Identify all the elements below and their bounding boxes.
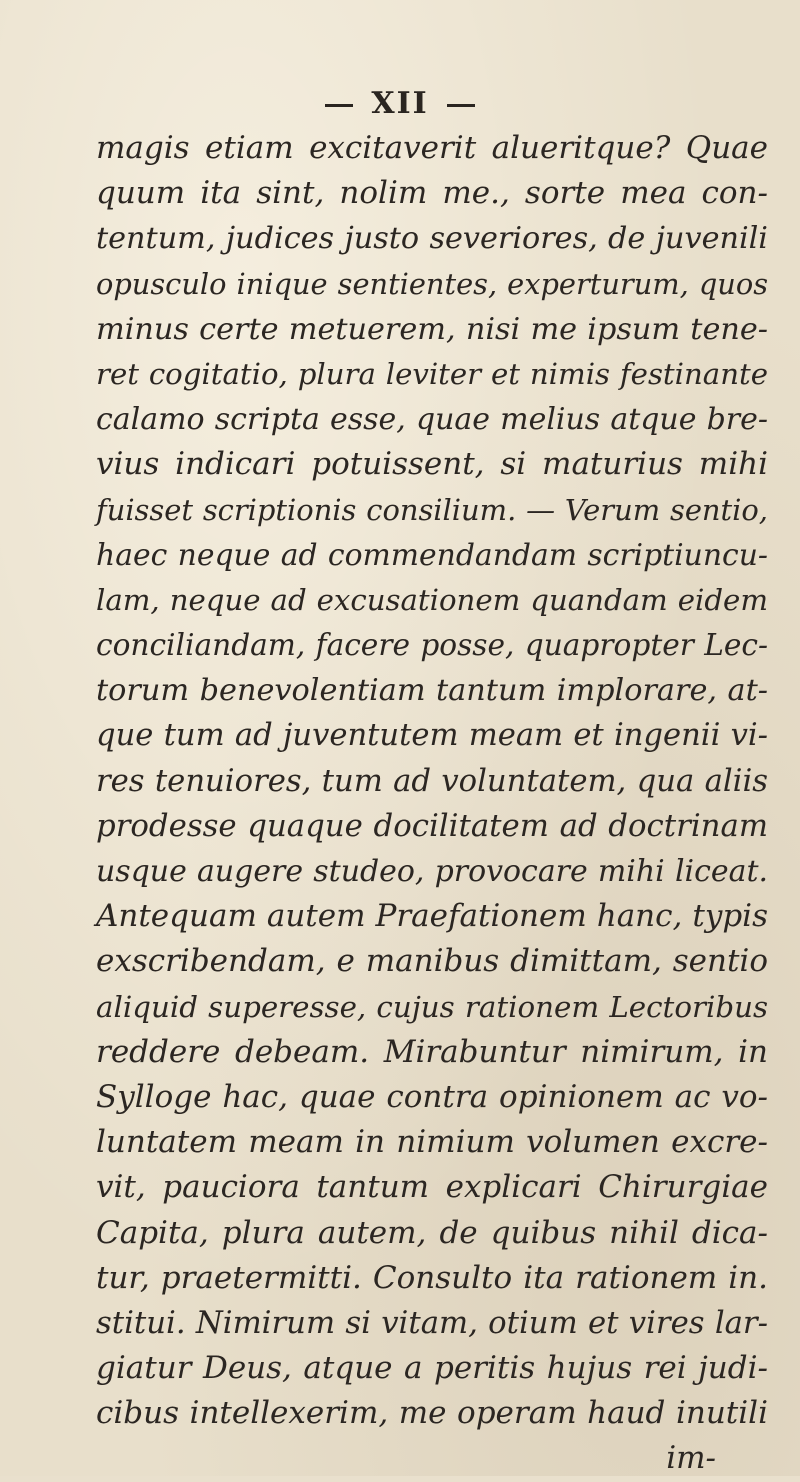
text-line: cibus intellexerim, me operam haud inutili	[96, 1395, 768, 1432]
text-line: reddere debeam. Mirabuntur nimirum, in	[96, 1033, 768, 1070]
text-line: opusculo inique sentientes, experturum, quos	[96, 266, 768, 301]
text-line: luntatem meam in nimium volumen excre-	[96, 1124, 768, 1161]
text-line: stitui. Nimirum si vitam, otium et vires lar-	[96, 1304, 768, 1341]
catchword: im-	[666, 1440, 716, 1477]
text-line: res tenuiores, tum ad voluntatem, qua aliis	[96, 763, 768, 799]
text-line: Antequam autem Praefationem hanc, typis	[96, 898, 768, 935]
text-line: Sylloge hac, quae contra opinionem ac vo-	[96, 1078, 768, 1115]
text-line: lam, neque ad excusationem quandam eidem	[96, 582, 768, 617]
text-line: exscribendam, e manibus dimittam, sentio	[96, 943, 768, 980]
text-line: fuisset scriptionis consilium. — Verum sentio,	[96, 492, 768, 527]
text-line: quum ita sint, nolim me., sorte mea con-	[96, 175, 768, 212]
text-line: torum benevolentiam tantum implorare, at-	[96, 673, 768, 709]
header-dash-left	[325, 104, 353, 107]
text-line: que tum ad juventutem meam et ingenii vi-	[96, 718, 768, 754]
text-line: tentum, judices justo severiores, de juvenili	[96, 221, 768, 257]
page-number: XII	[371, 86, 429, 121]
text-line: giatur Deus, atque a peritis hujus rei judi-	[96, 1350, 768, 1387]
text-line: prodesse quaque docilitatem ad doctrinam	[96, 807, 768, 844]
text-line: vius indicari potuissent, si maturius mihi	[96, 446, 768, 483]
text-line: tur, praetermitti. Consulto ita rationem in.	[96, 1259, 768, 1296]
page-header	[0, 86, 800, 121]
text-line: conciliandam, facere posse, quapropter Lec-	[96, 628, 768, 663]
text-line: calamo scripta esse, quae melius atque bre-	[96, 402, 768, 438]
text-line: ret cogitatio, plura leviter et nimis festinante	[96, 356, 768, 391]
text-line: vit, pauciora tantum explicari Chirurgiae	[96, 1169, 768, 1206]
text-line: minus certe metuerem, nisi me ipsum tene-	[96, 311, 768, 347]
text-line: magis etiam excitaverit alueritque? Quae	[96, 130, 768, 166]
text-line: usque augere studeo, provocare mihi liceat.	[96, 854, 768, 889]
body-text	[96, 126, 768, 1482]
text-line: aliquid superesse, cujus rationem Lectoribus	[96, 989, 768, 1024]
text-line: Capita, plura autem, de quibus nihil dica-	[96, 1214, 768, 1251]
text-line: haec neque ad commendandam scriptiuncu-	[96, 537, 768, 573]
header-dash-right	[447, 104, 475, 107]
